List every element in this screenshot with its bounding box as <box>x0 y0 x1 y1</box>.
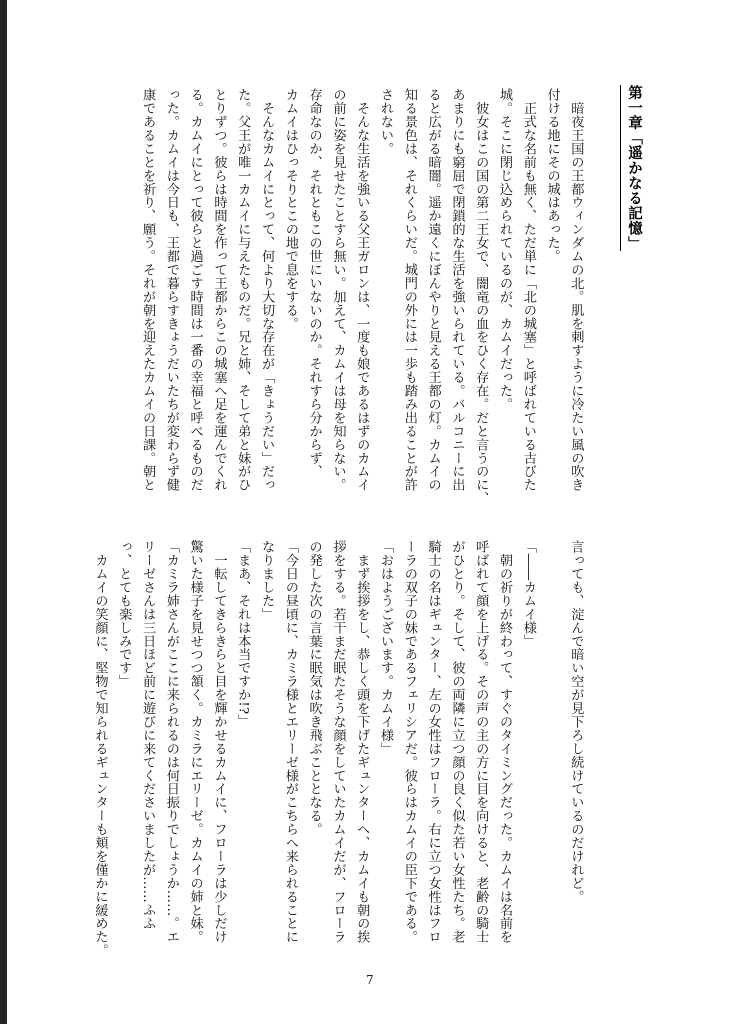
text-line: 「――カムイ様」 <box>520 540 536 648</box>
text-line: 「まあ、それは本当ですか!?」 <box>235 540 251 728</box>
text-line: まず挨拶をし、恭しく頭を下げたギュンターへ、カムイも朝の挨 <box>354 540 370 944</box>
page-number: 7 <box>366 973 374 987</box>
text-line: 拶をする。若干まだ眠たそうな顔をしていたカムイだが、フローラ <box>330 540 346 944</box>
text-line: 城。そこに閉じ込められているのが、カムイだった。 <box>497 88 513 411</box>
text-line: あまりにも窮屈で閉鎖的な生活を強いられている。バルコニーに出 <box>449 88 465 492</box>
text-line: されない。 <box>378 88 394 156</box>
text-line: の前に姿を見せたことすら無い。加えて、カムイは母を知らない。 <box>330 88 346 492</box>
text-line <box>540 540 564 972</box>
chapter-title: 第一章「遥かなる記憶」 <box>620 85 645 251</box>
text-line: 「カミラ姉さんがここに来られるのは何日振りでしょうか……。エ <box>163 540 179 944</box>
lower-text-block <box>40 540 635 972</box>
text-line: た。父王が唯一カムイに与えたものだ。兄と姉、そして弟と妹がひ <box>235 88 251 492</box>
text-line: 「おはようございます。カムイ様」 <box>378 540 394 756</box>
text-line: 康であることを祈り、願う。それが朝を迎えたカムイの日課。朝と <box>140 88 156 492</box>
text-line: 朝の祈りが終わって、すぐのタイミングだった。カムイは名前を <box>497 540 513 944</box>
window-edge <box>0 0 7 1024</box>
text-line: る。カムイにとって彼らと過ごす時間は一番の幸福と呼べるものだ <box>187 88 203 492</box>
text-line: の発した次の言葉に眠気は吹き飛ぶこととなる。 <box>306 540 322 836</box>
text-line: がひとり。そして、彼の両隣に立つ顔の良く似た若い女性たち。老 <box>449 540 465 944</box>
text-line: 正式な名前も無く、ただ単に「北の城塞」と呼ばれている古びた <box>520 88 536 492</box>
text-line: カムイの笑顔に、堅物で知られるギュンターも頬を僅かに緩めた。 <box>92 540 108 957</box>
text-line: 騎士の名はギュンター、左の女性はフローラ。右に立つ女性はフロ <box>425 540 441 944</box>
text-line: った。カムイは今日も、王都で暮らすきょうだいたちが変わらず健 <box>163 88 179 492</box>
text-line: 言っても、淀んで暗い空が見下ろし続けているのだけれど。 <box>568 540 584 904</box>
upper-text-block <box>88 88 635 520</box>
book-page <box>7 0 743 1024</box>
text-line: ーラの双子の妹であるフェリシアだ。彼らはカムイの臣下である。 <box>401 540 417 944</box>
text-line: とりずつ。彼らは時間を作って王都からこの城塞へ足を運んでくれ <box>211 88 227 492</box>
text-line: ると広がる暗闇。遥か遠くにぼんやりと見える王都の灯。カムイの <box>425 88 441 492</box>
text-line: リーゼさんは三日ほど前に遊びに来てくださいましたが……ふふ <box>140 540 156 931</box>
text-line: 存命なのか、それともこの世にいないのか。それすら分からず、 <box>306 88 322 479</box>
text-line: カムイはひっそりとこの地で息をする。 <box>282 88 298 331</box>
text-line: 一転してきらきらと目を輝かせるカムイに、フローラは少しだけ <box>211 540 227 944</box>
text-line: 暗夜王国の王都ウィンダムの北。肌を刺すように冷たい風の吹き <box>568 88 584 492</box>
text-line: 「今日の昼頃に、カミラ様とエリーゼ様がこちらへ来られることに <box>282 540 298 944</box>
text-line: 驚いた様子を見せつつ頷く。カミラにエリーゼ。カムイの姉と妹。 <box>187 540 203 944</box>
text-line: 呼ばれて顔を上げる。その声の主の方に目を向けると、老齢の騎士 <box>473 540 489 944</box>
text-line: 付ける地にその城はあった。 <box>544 88 560 263</box>
text-line: っ、とても楽しみです」 <box>116 540 132 688</box>
text-line: そんなカムイにとって、何より大切な存在が「きょうだい」だっ <box>259 88 275 492</box>
text-line: 彼女はこの国の第二王女で、闇竜の血をひく存在。だと言うのに、 <box>473 88 489 505</box>
text-line: そんな生活を強いる父王ガロンは、一度も娘であるはずのカムイ <box>354 88 370 492</box>
text-line: 知る景色は、それくらいだ。城門の外には一歩も踏み出ることが許 <box>401 88 417 492</box>
text-line: なりました」 <box>259 540 275 621</box>
